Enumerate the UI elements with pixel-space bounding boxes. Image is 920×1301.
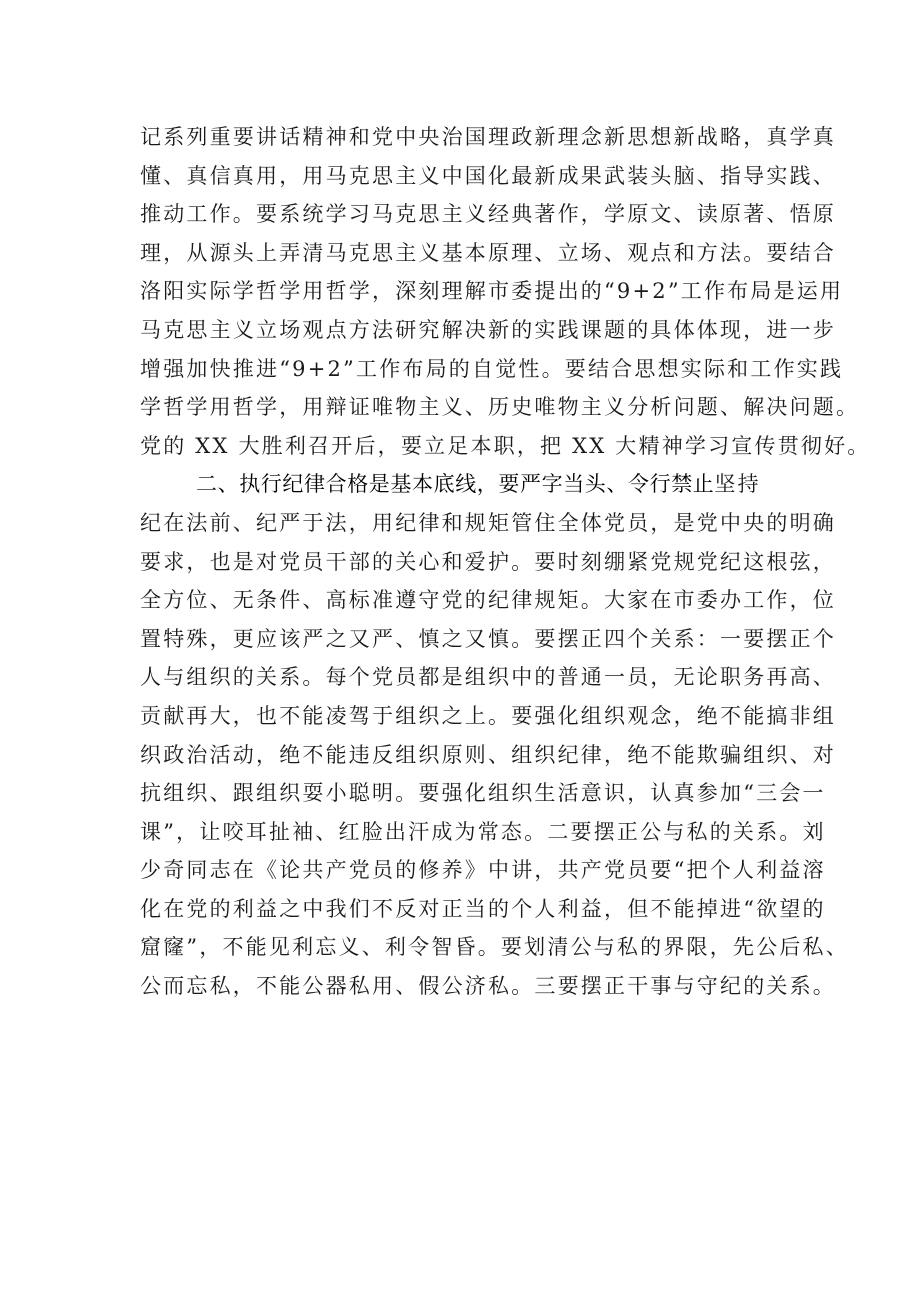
text-line: 窟窿”，不能见利忘义、利令智昏。要划清公与私的界限，先公后私、	[140, 935, 849, 960]
text-line: 贡献再大，也不能凌驾于组织之上。要强化组织观念，绝不能搞非组	[140, 703, 836, 728]
text-line: 少奇同志在《论共产党员的修养》中讲，共产党员要“把个人利益溶	[140, 858, 826, 883]
text-line: 纪在法前、纪严于法，用纪律和规矩管住全体党员，是党中央的明确	[140, 510, 836, 535]
text-line: 置特殊，更应该严之又严、慎之又慎。要摆正四个关系：一要摆正个	[140, 626, 836, 651]
text-line: 增强加快推进“9+2”工作布局的自觉性。要结合思想实际和工作实践	[140, 356, 844, 381]
section-heading: 二、执行纪律合格是基本底线，要严字当头、令行禁止	[196, 472, 715, 497]
text-line: 马克思主义立场观点方法研究解决新的实践课题的具体体现，进一步	[140, 317, 836, 342]
text-line: 化在党的利益之中我们不反对正当的个人利益，但不能掉进“欲望的	[140, 896, 826, 921]
text-line: 党的 XX 大胜利召开后，要立足本职，把 XX 大精神学习宣传贯彻好。	[140, 433, 871, 458]
text-line: 要求，也是对党员干部的关心和爱护。要时刻绷紧党规党纪这根弦，	[140, 549, 836, 574]
text-line: 记系列重要讲话精神和党中央治国理政新理念新思想新战略，真学真	[140, 125, 836, 149]
section-two-body	[140, 504, 849, 1006]
heading-tail-text: 坚持	[714, 472, 761, 497]
text-line: 课”，让咬耳扯袖、红脸出汗成为常态。二要摆正公与私的关系。刘	[140, 819, 826, 844]
text-line: 人与组织的关系。每个党员都是组织中的普通一员，无论职务再高、	[140, 665, 836, 690]
text-line: 懂、真信真用，用马克思主义中国化最新成果武装头脑、指导实践、	[140, 163, 836, 188]
paragraph-continued	[140, 118, 871, 465]
document-body	[140, 118, 871, 1006]
text-line: 推动工作。要系统学习马克思主义经典著作，学原文、读原著、悟原	[140, 202, 836, 227]
text-line: 理，从源头上弄清马克思主义基本原理、立场、观点和方法。要结合	[140, 240, 836, 265]
text-line: 洛阳实际学哲学用哲学，深刻理解市委提出的“9+2”工作布局是运用	[140, 279, 844, 304]
section-two	[140, 465, 849, 1005]
text-line: 公而忘私，不能公器私用、假公济私。三要摆正干事与守纪的关系。	[140, 974, 836, 999]
text-line: 织政治活动，绝不能违反组织原则、组织纪律，绝不能欺骗组织、对	[140, 742, 836, 767]
text-line: 抗组织、跟组织耍小聪明。要强化组织生活意识，认真参加“三会一	[140, 781, 826, 806]
text-line: 学哲学用哲学，用辩证唯物主义、历史唯物主义分析问题、解决问题。	[140, 395, 860, 420]
section-heading-line	[140, 465, 800, 504]
text-line: 全方位、无条件、高标准遵守党的纪律规矩。大家在市委办工作，位	[140, 588, 836, 613]
